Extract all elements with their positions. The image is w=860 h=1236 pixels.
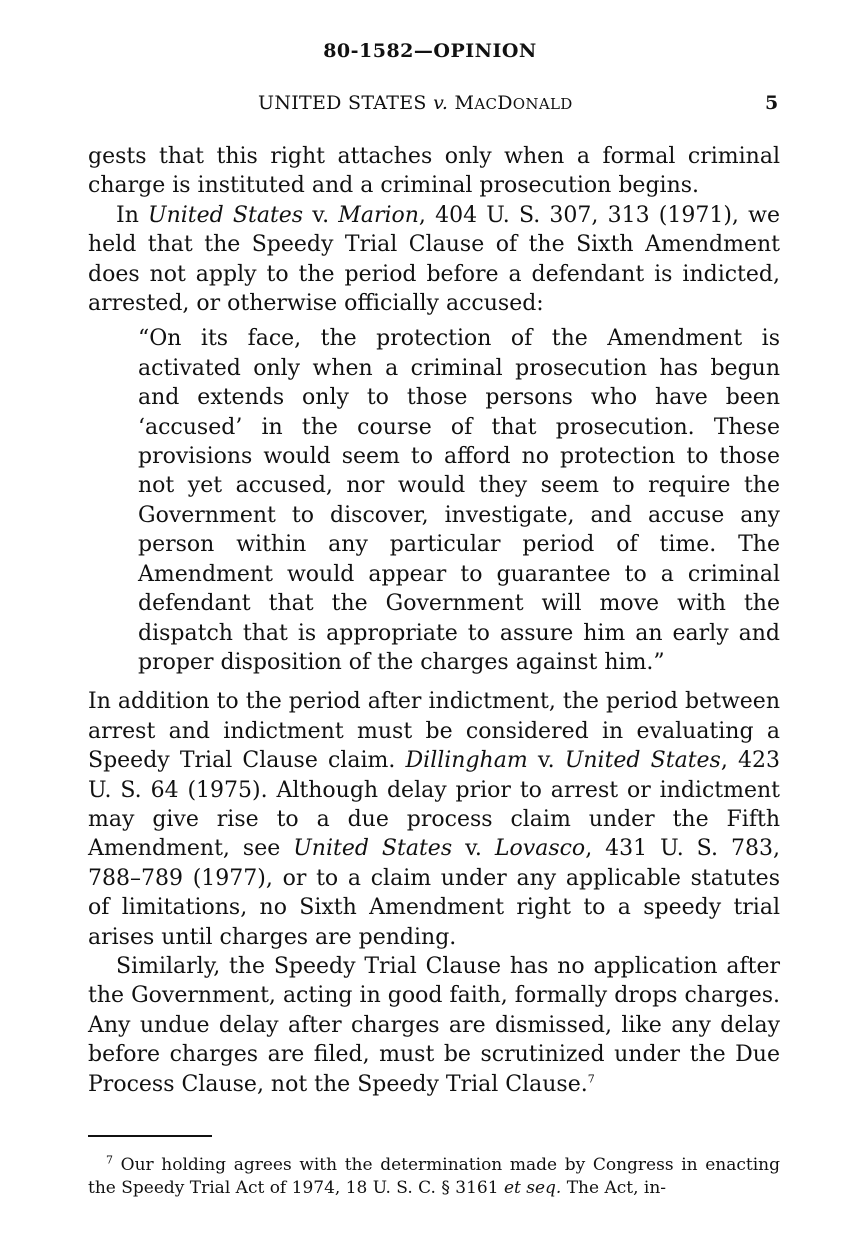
paragraph-similarly (88, 952, 780, 1099)
case-name: Marion (338, 202, 419, 228)
versus: v. (303, 202, 339, 228)
case-name: Dillingham (405, 748, 528, 774)
footnote-et-seq: et seq. (503, 1178, 562, 1198)
versus: v. (452, 836, 495, 862)
footnote-reference[interactable]: 7 (587, 1072, 595, 1086)
case-name: United States (148, 202, 304, 228)
docket-header: 80-1582—OPINION (323, 40, 537, 62)
running-head-versus: v. (433, 92, 449, 114)
running-head-mac-1: M (448, 92, 475, 114)
paragraph-marion (88, 201, 780, 319)
running-head-prefix: UNITED STATES (258, 92, 434, 114)
footnote-marker: 7 (106, 1153, 113, 1167)
block-quote: “On its face, the protection of the Amendment is activated only when a criminal prosecution has begun and extends only to those persons who have been ‘accused’ in the course of that prosecution. These provisions would seem to afford no protection to those not yet accused, nor would they seem to require the Government to discover, investigate, and accuse any person within any particular period of time. The Amendment would appear to guarantee to a criminal defendant that the Government will move with the dispatch that is appropriate to assure him an early and proper disposition of the charges against him.” (138, 326, 780, 675)
footnote-divider (88, 1135, 212, 1137)
versus: v. (527, 748, 565, 774)
para2-lead: In (116, 202, 149, 228)
page-number: 5 (765, 92, 779, 114)
footnote (88, 1154, 780, 1200)
case-name: Lovasco (494, 836, 586, 862)
footnote-text-b: The Act, in- (561, 1178, 667, 1198)
case-name: United States (293, 836, 453, 862)
para3-b: , 423 U. S. 64 (1975). Although delay prior to arrest or indictment may give rise to a due process claim under the Fifth Amendment, see (88, 748, 780, 862)
running-head-mac-4: ONALD (512, 95, 573, 113)
running-head-mac-3: D (497, 92, 513, 114)
opinion-body (88, 142, 780, 1099)
para3-a: In addition to the period after indictment, the period between arrest and indictment must be considered in evaluating a Speedy Trial Clause claim. (88, 689, 780, 774)
paragraph-continued: gests that this right attaches only when a formal criminal charge is instituted and a criminal prosecution begins. (88, 144, 780, 199)
para2-rest: , 404 U. S. 307, 313 (1971), we held that the Speedy Trial Clause of the Sixth Amendment does not apply to the period before a defendant is indicted, arrested, or otherwise officially accused: (88, 202, 780, 317)
case-name: United States (564, 748, 721, 774)
para3-c: , 431 U. S. 783, 788–789 (1977), or to a claim under any applicable statutes of limitations, no Sixth Amendment right to a speedy trial arises until charges are pending. (88, 836, 780, 950)
paragraph-dillingham (88, 687, 780, 952)
running-head-mac-2: AC (474, 95, 498, 113)
running-head (258, 92, 573, 114)
footnote-text (88, 1154, 780, 1200)
para4-text: Similarly, the Speedy Trial Clause has no application after the Government, acting in good faith, formally drops charges. Any undue delay after charges are dismissed, like any delay before charges are filed, must be scrutinized under the Due Process Clause, not the Speedy Trial Clause. (88, 953, 780, 1097)
footnote-text-a: Our holding agrees with the determination made by Congress in enacting the Speedy Trial Act of 1974, 18 U. S. C. § 3161 (88, 1155, 780, 1198)
